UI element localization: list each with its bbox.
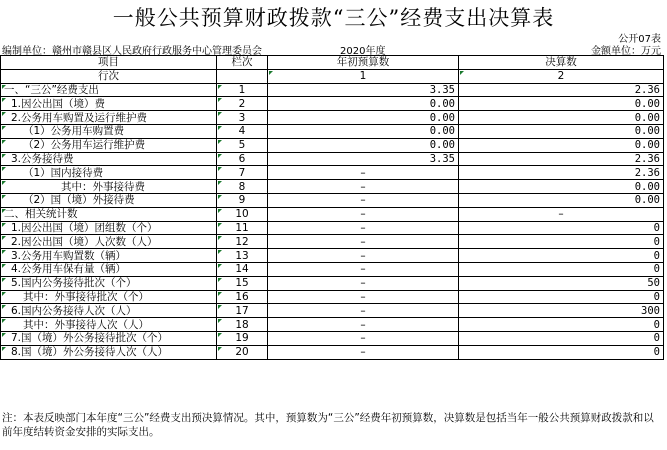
- row-final: 2.36: [459, 152, 664, 166]
- row-item: 4.公务用车保有量（辆）: [1, 262, 217, 276]
- row-budget: –: [268, 262, 459, 276]
- row-no: 20: [217, 345, 268, 359]
- row-no: 19: [217, 331, 268, 345]
- row-no: 9: [217, 193, 268, 207]
- table-row: [1, 276, 664, 290]
- row-budget: 0.00: [268, 111, 459, 125]
- row-final: 0: [459, 290, 664, 304]
- row-no: 18: [217, 318, 268, 332]
- row-item: 6.国内公务接待人次（人）: [1, 304, 217, 318]
- row-budget: –: [268, 304, 459, 318]
- row-budget: 0.00: [268, 97, 459, 111]
- row-item: 其中：外事接待批次（个）: [1, 290, 217, 304]
- row-final: 0: [459, 262, 664, 276]
- row-final: 2.36: [459, 166, 664, 180]
- row-no: 2: [217, 97, 268, 111]
- row-no: 7: [217, 166, 268, 180]
- table-row: [1, 111, 664, 125]
- table-row: [1, 331, 664, 345]
- row-final: 0: [459, 345, 664, 359]
- header-budget: 年初预算数: [268, 56, 459, 70]
- row-budget: 0.00: [268, 124, 459, 138]
- currency-unit: 金额单位：万元: [591, 46, 661, 57]
- row-item: 二、相关统计数: [1, 207, 217, 221]
- header-item: 项目: [1, 56, 217, 70]
- table-row: [1, 152, 664, 166]
- row-final: 0: [459, 249, 664, 263]
- table-row: [1, 97, 664, 111]
- row-item: 1.因公出国（境）费: [1, 97, 217, 111]
- row-final: 0.00: [459, 193, 664, 207]
- row-no: 11: [217, 221, 268, 235]
- row-budget: –: [268, 193, 459, 207]
- row-no: 16: [217, 290, 268, 304]
- row-budget: –: [268, 207, 459, 221]
- table-row: [1, 262, 664, 276]
- row-budget: 3.35: [268, 83, 459, 97]
- row-item: （2）公务用车运行维护费: [1, 138, 217, 152]
- row-final: 0: [459, 331, 664, 345]
- header-no: 栏次: [217, 56, 268, 70]
- row-item: 3.公务用车购置数（辆）: [1, 249, 217, 263]
- header-col1: 1: [268, 69, 459, 83]
- row-no: 13: [217, 249, 268, 263]
- row-item: 2.公务用车购置及运行维护费: [1, 111, 217, 125]
- row-final: 0.00: [459, 180, 664, 194]
- row-final: 0: [459, 318, 664, 332]
- row-no: 8: [217, 180, 268, 194]
- table-row: [1, 193, 664, 207]
- row-item: 3.公务接待费: [1, 152, 217, 166]
- row-final: –: [459, 207, 664, 221]
- header-row-label: 行次: [1, 69, 217, 83]
- row-final: 0: [459, 221, 664, 235]
- row-budget: –: [268, 235, 459, 249]
- row-no: 3: [217, 111, 268, 125]
- row-budget: –: [268, 180, 459, 194]
- table-row: [1, 124, 664, 138]
- table-row: [1, 207, 664, 221]
- row-no: 4: [217, 124, 268, 138]
- row-item: 一、“三公”经费支出: [1, 83, 217, 97]
- row-item: 7.国（境）外公务接待批次（个）: [1, 331, 217, 345]
- row-budget: –: [268, 276, 459, 290]
- table-row: [1, 83, 664, 97]
- table-row: [1, 138, 664, 152]
- row-final: 0.00: [459, 97, 664, 111]
- table-row: [1, 345, 664, 359]
- fiscal-year: 2020年度: [340, 46, 386, 57]
- row-budget: 0.00: [268, 138, 459, 152]
- table-row: [1, 180, 664, 194]
- form-number: 公开07表: [618, 34, 661, 45]
- table-row: [1, 290, 664, 304]
- row-item: （1）国内接待费: [1, 166, 217, 180]
- row-no: 10: [217, 207, 268, 221]
- row-no: 1: [217, 83, 268, 97]
- row-item: 8.国（境）外公务接待人次（人）: [1, 345, 217, 359]
- table-row: [1, 249, 664, 263]
- header-blank: [217, 69, 268, 83]
- row-final: 0.00: [459, 124, 664, 138]
- table-row: [1, 221, 664, 235]
- row-final: 300: [459, 304, 664, 318]
- header-col2: 2: [459, 69, 664, 83]
- header-final: 决算数: [459, 56, 664, 70]
- row-budget: –: [268, 290, 459, 304]
- header-index-row: [1, 69, 664, 83]
- row-final: 2.36: [459, 83, 664, 97]
- row-item: 2.因公出国（境）人次数（人）: [1, 235, 217, 249]
- row-budget: –: [268, 318, 459, 332]
- row-no: 14: [217, 262, 268, 276]
- expenditure-table: [0, 55, 664, 360]
- row-item: 1.因公出国（境）团组数（个）: [1, 221, 217, 235]
- row-budget: –: [268, 331, 459, 345]
- table-row: [1, 304, 664, 318]
- row-no: 17: [217, 304, 268, 318]
- organization-label: 编制单位：赣州市赣县区人民政府行政服务中心管理委员会: [2, 46, 262, 57]
- row-budget: 3.35: [268, 152, 459, 166]
- row-budget: –: [268, 249, 459, 263]
- row-final: 0.00: [459, 111, 664, 125]
- page-title: 一般公共预算财政拨款“三公”经费支出决算表: [112, 6, 555, 30]
- row-item: （2）国（境）外接待费: [1, 193, 217, 207]
- header-row: [1, 56, 664, 70]
- table-row: [1, 235, 664, 249]
- row-final: 50: [459, 276, 664, 290]
- table-row: [1, 318, 664, 332]
- row-item: 5.国内公务接待批次（个）: [1, 276, 217, 290]
- row-item: （1）公务用车购置费: [1, 124, 217, 138]
- row-budget: –: [268, 345, 459, 359]
- row-budget: –: [268, 221, 459, 235]
- row-final: 0.00: [459, 138, 664, 152]
- table-row: [1, 166, 664, 180]
- footnote: 注：本表反映部门本年度“三公”经费支出预决算情况。其中，预算数为“三公”经费年初预算数，决算数是包括当年一般公共预算财政拨款和以前年度结转资金安排的实际支出。: [2, 412, 654, 438]
- row-no: 12: [217, 235, 268, 249]
- row-no: 15: [217, 276, 268, 290]
- row-no: 5: [217, 138, 268, 152]
- row-no: 6: [217, 152, 268, 166]
- row-budget: –: [268, 166, 459, 180]
- row-item: 其中：外事接待人次（人）: [1, 318, 217, 332]
- row-item: 其中：外事接待费: [1, 180, 217, 194]
- row-final: 0: [459, 235, 664, 249]
